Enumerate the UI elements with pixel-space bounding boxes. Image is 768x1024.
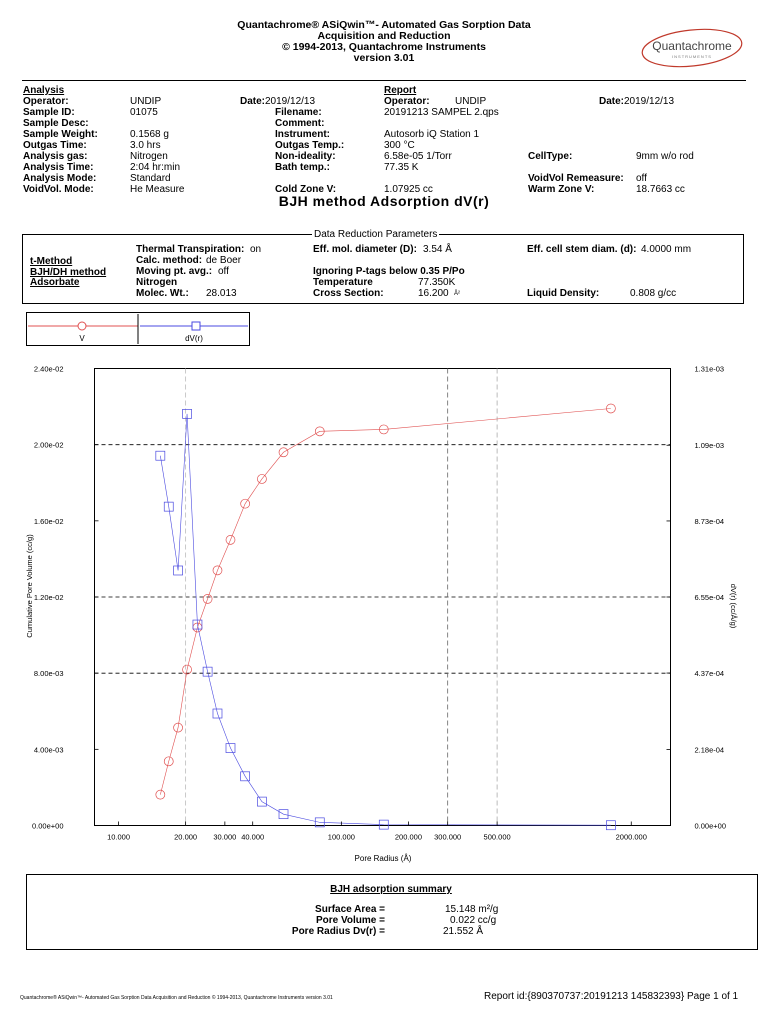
- value-operator: UNDIP: [130, 96, 162, 107]
- y-right-tick-label: 1.09e-03: [694, 441, 725, 451]
- value-voidvol-mode: He Measure: [130, 184, 185, 195]
- y-left-tick-label: 4.00e-03: [33, 745, 64, 755]
- value-instrument: Autosorb iQ Station 1: [384, 129, 480, 140]
- x-tick-label: 100.000: [327, 832, 355, 842]
- legend-marker-v: [78, 322, 86, 330]
- x-tick-label: 20.000: [174, 832, 198, 842]
- bjh-chart: [0, 356, 768, 871]
- value-analysis-time: 2:04 hr:min: [130, 162, 181, 173]
- analysis-title: Analysis: [23, 85, 65, 96]
- label-nonideality: Non-ideality:: [275, 151, 336, 162]
- drp-thermal-value: on: [250, 244, 262, 255]
- y-left-tick-label: 2.40e-02: [33, 364, 64, 374]
- x-tick-label: 40.000: [241, 832, 265, 842]
- drp-eff-cell-value: 4.0000 mm: [641, 244, 692, 255]
- x-tick-label: 2000.000: [615, 832, 647, 842]
- summary-surface-value: 15.148 m²/g: [445, 904, 499, 915]
- label-analysis-time: Analysis Time:: [23, 162, 94, 173]
- drp-bjh-dh: BJH/DH method: [30, 267, 107, 278]
- summary-pore-radius-label: Pore Radius Dv(r) =: [291, 926, 385, 937]
- label-sample-id: Sample ID:: [23, 107, 75, 118]
- drp-temp-value: 77.350K: [418, 277, 456, 288]
- drp-eff-cell-label: Eff. cell stem diam. (d):: [527, 244, 637, 255]
- value-nonideality: 6.58e-05 1/Torr: [384, 151, 452, 162]
- svg-text:INSTRUMENTS: INSTRUMENTS: [672, 54, 712, 59]
- y-left-tick-label: 0.00e+00: [32, 821, 64, 831]
- header-divider: [22, 80, 746, 81]
- value-outgas-time: 3.0 hrs: [130, 140, 161, 151]
- footer-report-id: Report id:{890370737:20191213 145832393} Page 1 of 1: [484, 991, 739, 1002]
- chart-legend: [26, 312, 250, 346]
- legend-label-dv: dV(r): [185, 334, 203, 343]
- value-bath-temp: 77.35 K: [384, 162, 419, 173]
- drp-liquid-value: 0.808 g/cc: [630, 288, 677, 299]
- value-date: 2019/12/13: [265, 96, 316, 107]
- value-sample-id: 01075: [130, 107, 158, 118]
- label-comment: Comment:: [275, 118, 325, 129]
- drp-molec-label: Molec. Wt.:: [136, 288, 189, 299]
- x-tick-label: 500.000: [483, 832, 511, 842]
- label-analysis-gas: Analysis gas:: [23, 151, 88, 162]
- drp-cross-label: Cross Section:: [313, 288, 384, 299]
- x-tick-label: 300.000: [434, 832, 462, 842]
- y-right-tick-label: 8.73e-04: [694, 516, 725, 526]
- svg-text:Quantachrome: Quantachrome: [652, 39, 732, 53]
- drp-thermal-label: Thermal Transpiration:: [136, 244, 245, 255]
- drp-temp-label: Temperature: [313, 277, 373, 288]
- label-warm-zone: Warm Zone V:: [528, 184, 595, 195]
- label-outgas-temp: Outgas Temp.:: [275, 140, 345, 151]
- label-celltype: CellType:: [528, 151, 573, 162]
- value-filename: 20191213 SAMPEL 2.qps: [384, 107, 499, 118]
- label-voidvol-remeasure: VoidVol Remeasure:: [528, 173, 624, 184]
- label-voidvol-mode: VoidVol. Mode:: [23, 184, 94, 195]
- label-cold-zone: Cold Zone V:: [275, 184, 337, 195]
- label-operator: Operator:: [23, 96, 69, 107]
- summary-pore-radius-value: 21.552 Å: [443, 926, 484, 937]
- y-right-tick-label: 6.55e-04: [694, 593, 725, 602]
- header-line-1: Quantachrome® ASiQwin™- Automated Gas Sorption Data: [237, 19, 531, 31]
- drp-calc-value: de Boer: [206, 255, 242, 266]
- y-right-tick-label: 2.18e-04: [694, 745, 725, 755]
- label-filename: Filename:: [275, 107, 322, 118]
- label-sample-weight: Sample Weight:: [23, 129, 98, 140]
- y-left-tick-label: 2.00e-02: [33, 440, 64, 450]
- summary-pore-volume-value: 0.022 cc/g: [450, 915, 497, 926]
- value-report-operator: UNDIP: [455, 96, 487, 107]
- y-right-tick-label: 1.31e-03: [694, 364, 725, 374]
- header-line-2: Acquisition and Reduction: [317, 30, 451, 42]
- label-date: Date:: [240, 96, 266, 107]
- drp-adsorbate-value: Nitrogen: [136, 277, 178, 288]
- y-right-tick-label: 0.00e+00: [694, 821, 726, 831]
- x-axis-label: Pore Radius (Å): [354, 854, 412, 863]
- drp-cross-unit: Å²: [454, 291, 460, 297]
- report-title: Report: [384, 85, 417, 96]
- y-left-tick-label: 1.60e-02: [33, 516, 64, 526]
- drp-adsorbate: Adsorbate: [30, 277, 80, 288]
- header-line-4: version 3.01: [353, 52, 415, 64]
- drp-eff-mol-label: Eff. mol. diameter (D):: [313, 244, 417, 255]
- value-report-date: 2019/12/13: [624, 96, 675, 107]
- legend-label-v: V: [79, 334, 85, 343]
- summary-surface-label: Surface Area =: [315, 904, 385, 915]
- drp-calc-label: Calc. method:: [136, 255, 203, 266]
- value-outgas-temp: 300 °C: [384, 140, 415, 151]
- value-voidvol-remeasure: off: [636, 173, 647, 184]
- value-analysis-gas: Nitrogen: [130, 151, 168, 162]
- y-left-tick-label: 1.20e-02: [33, 593, 64, 602]
- label-outgas-time: Outgas Time:: [23, 140, 87, 151]
- header-line-3: © 1994-2013, Quantachrome Instruments: [282, 41, 486, 53]
- label-report-date: Date:: [599, 96, 625, 107]
- drp-liquid-label: Liquid Density:: [527, 288, 600, 299]
- label-sample-desc: Sample Desc:: [23, 118, 89, 129]
- y-axis-left-label: Cumulative Pore Volume (cc/g): [25, 534, 34, 638]
- quantachrome-logo: [640, 28, 744, 68]
- value-sample-weight: 0.1568 g: [130, 129, 169, 140]
- x-tick-label: 10.000: [107, 832, 131, 842]
- summary-pore-volume-label: Pore Volume =: [315, 915, 385, 926]
- summary-title: BJH adsorption summary: [330, 884, 452, 895]
- drp-eff-mol-value: 3.54 Å: [423, 244, 452, 255]
- value-warm-zone: 18.7663 cc: [636, 184, 685, 195]
- value-cold-zone: 1.07925 cc: [384, 184, 433, 195]
- label-analysis-mode: Analysis Mode:: [23, 173, 97, 184]
- value-celltype: 9mm w/o rod: [636, 151, 694, 162]
- drp-moving-label: Moving pt. avg.:: [136, 266, 213, 277]
- drp-ignoring: Ignoring P-tags below 0.35 P/Po: [313, 266, 465, 277]
- y-axis-right-label: dV(r) (cc/Å/g): [729, 583, 738, 629]
- drp-title: Data Reduction Parameters: [314, 229, 438, 240]
- footer-copyright: Quantachrome® ASiQwin™- Automated Gas Sorption Data Acquisition and Reduction © 1994-2013, Quantachrome Instruments version 3.01: [20, 995, 333, 1001]
- x-tick-label: 200.000: [394, 832, 423, 842]
- drp-moving-value: off: [218, 266, 229, 277]
- method-title: BJH method Adsorption dV(r): [278, 193, 490, 209]
- y-left-tick-label: 8.00e-03: [33, 669, 64, 679]
- value-analysis-mode: Standard: [130, 173, 171, 184]
- legend-marker-dv: [192, 322, 200, 330]
- label-bath-temp: Bath temp.:: [275, 162, 330, 173]
- label-report-operator: Operator:: [384, 96, 430, 107]
- drp-molec-value: 28.013: [206, 288, 237, 299]
- drp-cross-value: 16.200: [418, 288, 449, 299]
- drp-tmethod: t-Method: [30, 256, 73, 267]
- label-instrument: Instrument:: [275, 129, 330, 140]
- y-right-tick-label: 4.37e-04: [694, 669, 725, 679]
- x-tick-label: 30.000: [213, 832, 237, 842]
